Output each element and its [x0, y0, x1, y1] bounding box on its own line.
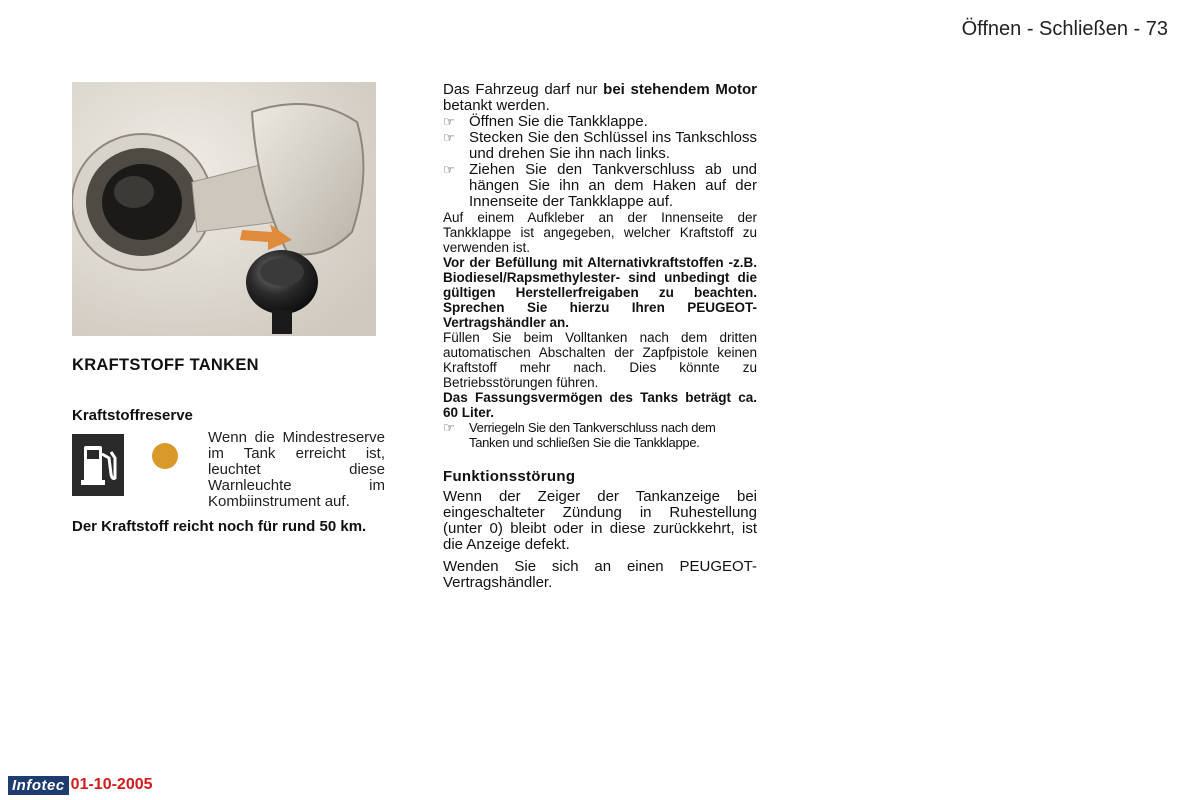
right-column: [443, 82, 757, 591]
pointing-hand-icon: ☞: [443, 162, 455, 177]
intro-paragraph: [443, 82, 757, 114]
list-item: [443, 420, 757, 450]
list-item: [443, 130, 757, 162]
bullet-text: Ziehen Sie den Tankverschluss ab und hängen Sie ihn an dem Haken auf der Innenseite der Tankklappe auf.: [469, 161, 757, 210]
reserve-text: Wenn die Mindestreserve im Tank erreicht ist, leuchtet diese Warnleuchte im Kombiinstrument auf.: [208, 429, 385, 510]
sticker-text: Auf einem Aufkleber an der Innenseite der Tankklappe ist angegeben, welcher Kraftstoff zu verwenden ist.: [443, 210, 757, 255]
list-item: [443, 114, 757, 130]
alt-fuel-warning: Vor der Befüllung mit Alternativkraftstoffen -z.B. Biodiesel/Rapsmethylester- sind unbedingt die gültigen Herstellerfreigaben zu beachten. Sprechen Sie hierzu Ihren PEUGEOT-Vertragshändler an.: [443, 255, 757, 330]
section-title: KRAFTSTOFF TANKEN: [72, 356, 259, 374]
pointing-hand-icon: ☞: [443, 420, 455, 435]
reserve-warning-row: [72, 429, 386, 518]
reserve-title: Kraftstoffreserve: [72, 407, 193, 424]
tank-capacity: Das Fassungsvermögen des Tanks beträgt ca. 60 Liter.: [443, 390, 757, 420]
dealer-text: Wenden Sie sich an einen PEUGEOT-Vertragshändler.: [443, 558, 757, 591]
footer: [8, 774, 153, 796]
fuel-pump-icon: [72, 434, 124, 496]
left-column: [72, 356, 386, 535]
page-header: Öffnen - Schließen - 73: [961, 18, 1168, 40]
bullet-text: Stecken Sie den Schlüssel ins Tankschloss und drehen Sie ihn nach links.: [469, 129, 757, 162]
pointing-hand-icon: ☞: [443, 114, 455, 129]
intro-text: Das Fahrzeug darf nur: [443, 81, 604, 98]
fill-text: Füllen Sie beim Volltanken nach dem dritten automatischen Abschalten der Zapfpistole keinen Kraftstoff mehr nach. Dies könnte zu Betriebsstörungen führen.: [443, 330, 757, 390]
pointing-hand-icon: ☞: [443, 130, 455, 145]
list-item: [443, 162, 757, 210]
footer-date: 01-10-2005: [70, 776, 153, 793]
fuel-flap-photo: [72, 82, 376, 336]
warning-light-dot: [152, 443, 178, 469]
malfunction-title: Funktionsstörung: [443, 468, 576, 485]
brand-logo: Infotec: [8, 776, 69, 795]
reserve-note: Der Kraftstoff reicht noch für rund 50 km.: [72, 518, 367, 535]
bullet-text: Öffnen Sie die Tankklappe.: [469, 113, 648, 130]
malfunction-text: Wenn der Zeiger der Tankanzeige bei eingeschalteter Zündung in Ruhestellung (unter 0) bleibt oder in diese zurückkehrt, ist die Anzeige defekt.: [443, 488, 757, 553]
intro-bold: bei stehendem Motor: [603, 81, 757, 98]
bullet-text: Verriegeln Sie den Tankverschluss nach dem Tanken und schließen Sie die Tankklappe.: [469, 420, 716, 450]
intro-text-end: betankt werden.: [443, 97, 550, 114]
